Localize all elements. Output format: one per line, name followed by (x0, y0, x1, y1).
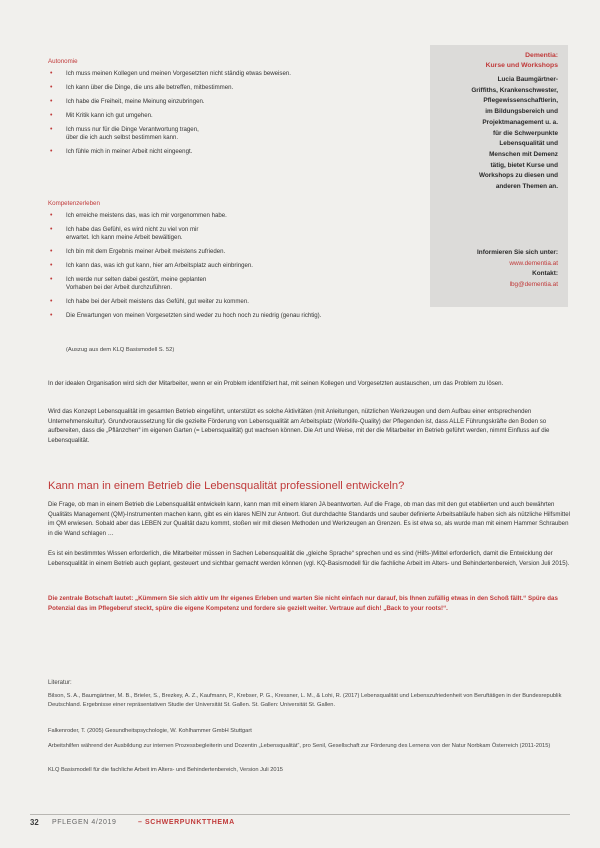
paragraph: Die Frage, ob man in einem Betrieb die Lebensqualität entwickeln kann, kann man mit einem klaren JA beantworten. Auf die Frage, ob man das mit den gut etablierten und auch bewährten Qualitäts Management (QM)-Instrumenten machen kann, gibt es ein klares NEIN zur Antwort. Gut durchdachte Standards und sauber definierte Arbeitsabläufe haben sich als nützliche Hilfsmittel im QM erwiesen. Sobald aber das LEBEN zur Qualität dazu kommt, stoßen wir mit diesen Methoden und Werkzeugen an Grenzen. Es ist etwa so, als wurde man mit einem Hammer Schrauben in die Wand schlagen … (48, 501, 570, 537)
sidebox-line: Lebensqualität und (499, 140, 558, 148)
literature-item: Bilson, S. A., Baumgärtner, M. B., Brieler, S., Brezkey, A. Z., Kaufmann, P., Krebser, P. G., Kressner, L. M., & Lohi, R. (2017) Lebensqualität und Lebenszufriedenheit von Beruftätigen in der Bundesrepublik Deutschland. Ergebnisse einer repräsentativen Studie der Universität St. Gallen. St. Gallen: Universität St. Gallen. (48, 693, 562, 708)
sidebox-line: Pflegewissenschaftlerin, (483, 97, 558, 105)
kompetenz-list (48, 212, 468, 326)
sidebox-body (434, 75, 558, 193)
autonomie-label: Autonomie (48, 58, 78, 65)
list-item-line: Vorhaben bei der Arbeit durchzuführen. (66, 283, 173, 291)
list-item: • Ich muss meinen Kollegen und meinen Vorgesetzten nicht ständig etwas beweisen. (48, 70, 428, 78)
list-item: • Ich bin mit dem Ergebnis meiner Arbeit meistens zufrieden. (48, 248, 468, 256)
sidebox-contact-label: Kontakt: (532, 270, 558, 277)
sidebox-info (477, 248, 558, 290)
kompetenz-citation: (Auszug aus dem KLQ Basismodell S. 52) (66, 347, 175, 353)
kompetenz-label: Kompetenzerleben (48, 200, 100, 207)
sidebox-title-line1: Dementia: (525, 52, 558, 59)
sidebox-line: tätig, bietet Kurse und (490, 161, 558, 169)
paragraph: Wird das Konzept Lebensqualität im gesamten Betrieb eingeführt, unterstützt es solche Aktivitäten (mit Anleitungen, nützlichen Werkzeugen und dem Aufbau einer entsprechenden Unternehmenskultur). Grundvoraussetzung für die gezielte Förderung von Lebensqualität am Arbeitsplatz (Worklife-Quality) der Pflegenden ist, dass ALLE Führungskräfte den Boden so aufbereiten, dass die „Pflänzchen“ im eigenen Garten (= Lebensqualität) gut wachsen können. Die Art und Weise, mit der die Mitarbeiter im Betrieb geführt werden, nimmt Einfluss auf die Lebensqualität. (48, 408, 550, 444)
sidebox-line: Projektmanagement u. a. (482, 118, 558, 126)
list-item-line: über die ich auch selbst bestimmen kann. (66, 133, 179, 141)
sidebox-website-link[interactable]: www.dementia.at (509, 259, 558, 267)
sidebox-line: Lucia Baumgärtner- (497, 76, 558, 83)
literature-item: KLQ Basismodell für die fachliche Arbeit im Alters- und Behindertenbereich, Version Juli 2015 (48, 767, 283, 773)
sidebox-line: Menschen mit Demenz (489, 150, 558, 158)
sidebox-title (486, 51, 558, 71)
literature-item: Arbeitshilfen während der Ausbildung zur internen Prozessbegleiterin und Dozentin „Lebensqualität“, pro Senil, Gesellschaft zur Förderung des Lernens von der Natur Norbkam Österreich (2011-2015) (48, 743, 551, 749)
sidebox-title-line2: Kurse und Workshops (485, 62, 558, 69)
magazine-issue: PFLEGEN 4/2019 (52, 819, 117, 826)
literature-title: Literatur: (48, 680, 72, 686)
list-item: • Ich habe bei der Arbeit meistens das Gefühl, gut weiter zu kommen. (48, 298, 468, 306)
sidebox-info-label: Informieren Sie sich unter: (477, 249, 558, 256)
list-item: • Mit Kritik kann ich gut umgehen. (48, 112, 428, 120)
paragraph: Es ist ein bestimmtes Wissen erforderlich, die Mitarbeiter müssen in Sachen Lebensqualität die „gleiche Sprache“ sprechen und es sind (Hilfs-)Mittel erforderlich, damit die Entwicklung der Lebensqualität in einem Betrieb auch geplant, gesteuert und sichtbar gemacht werden können (vgl. KQ-Basismodell für die fachliche Arbeit im Alters- und Behindertenbereich, Version Juli 2015). (48, 550, 570, 567)
list-item-line: • Ich habe das Gefühl, es wird nicht zu viel von mir (66, 226, 199, 234)
sidebox-line: im Bildungsbereich und (485, 108, 558, 116)
paragraph: In der idealen Organisation wird sich der Mitarbeiter, wenn er ein Problem identifiziert hat, mit seinen Kollegen und Vorgesetzten austauschen, um das Problem zu lösen. (48, 380, 504, 387)
key-message: Die zentrale Botschaft lautet: „Kümmern Sie sich aktiv um Ihr eigenes Erleben und warten Sie nicht einfach nur darauf, bis Ihnen zufällig etwas in den Schoß fällt.“ Spüre das Potenzial das im Pflegeberuf steckt, spüre die eigene Kompetenz und fordere sie gezielt weiter. Vertraue auf dich! „Back to your roots!“. (48, 595, 558, 612)
list-item: • Ich fühle mich in meiner Arbeit nicht eingeengt. (48, 148, 428, 156)
sidebox-line: Workshops zu diesen und (478, 172, 558, 180)
section-heading: Kann man in einem Betrieb die Lebensqualität professionell entwickeln? (48, 480, 405, 492)
list-item: • Ich habe die Freiheit, meine Meinung einzubringen. (48, 98, 428, 106)
autonomie-list (48, 70, 428, 162)
page-number: 32 (30, 818, 39, 827)
literature-item: Falkenroder, T. (2005) Gesundheitspsychologie, W. Kohlhammer GmbH Stuttgart (48, 728, 252, 734)
section-theme: – SCHWERPUNKTTHEMA (138, 819, 235, 826)
list-item-line: • Ich muss nur für die Dinge Verantwortung tragen, (66, 126, 199, 134)
sidebox-line: für die Schwerpunkte (493, 129, 558, 137)
list-item: • Ich kann über die Dinge, die uns alle betreffen, mitbestimmen. (48, 84, 428, 92)
list-item-line: • Ich werde nur selten dabei gestört, meine geplanten (66, 275, 207, 283)
list-item (48, 276, 468, 291)
sidebox-line: Griffiths, Krankenschwester, (471, 86, 558, 94)
info-sidebox (430, 45, 568, 307)
list-item: • Ich erreiche meistens das, was ich mir vorgenommen habe. (48, 212, 468, 220)
list-item-line: erwartet. Ich kann meine Arbeit bewältigen. (66, 233, 183, 241)
list-item (48, 126, 428, 141)
sidebox-email-link[interactable]: lbg@dementia.at (509, 280, 558, 288)
footer-divider (30, 814, 570, 815)
list-item (48, 226, 468, 241)
list-item: • Die Erwartungen von meinen Vorgesetzten sind weder zu hoch noch zu niedrig (genau richtig). (48, 312, 468, 320)
sidebox-line: anderen Themen an. (495, 183, 558, 191)
page-footer (30, 818, 570, 830)
list-item: • Ich kann das, was ich gut kann, hier am Arbeitsplatz auch einbringen. (48, 262, 468, 270)
